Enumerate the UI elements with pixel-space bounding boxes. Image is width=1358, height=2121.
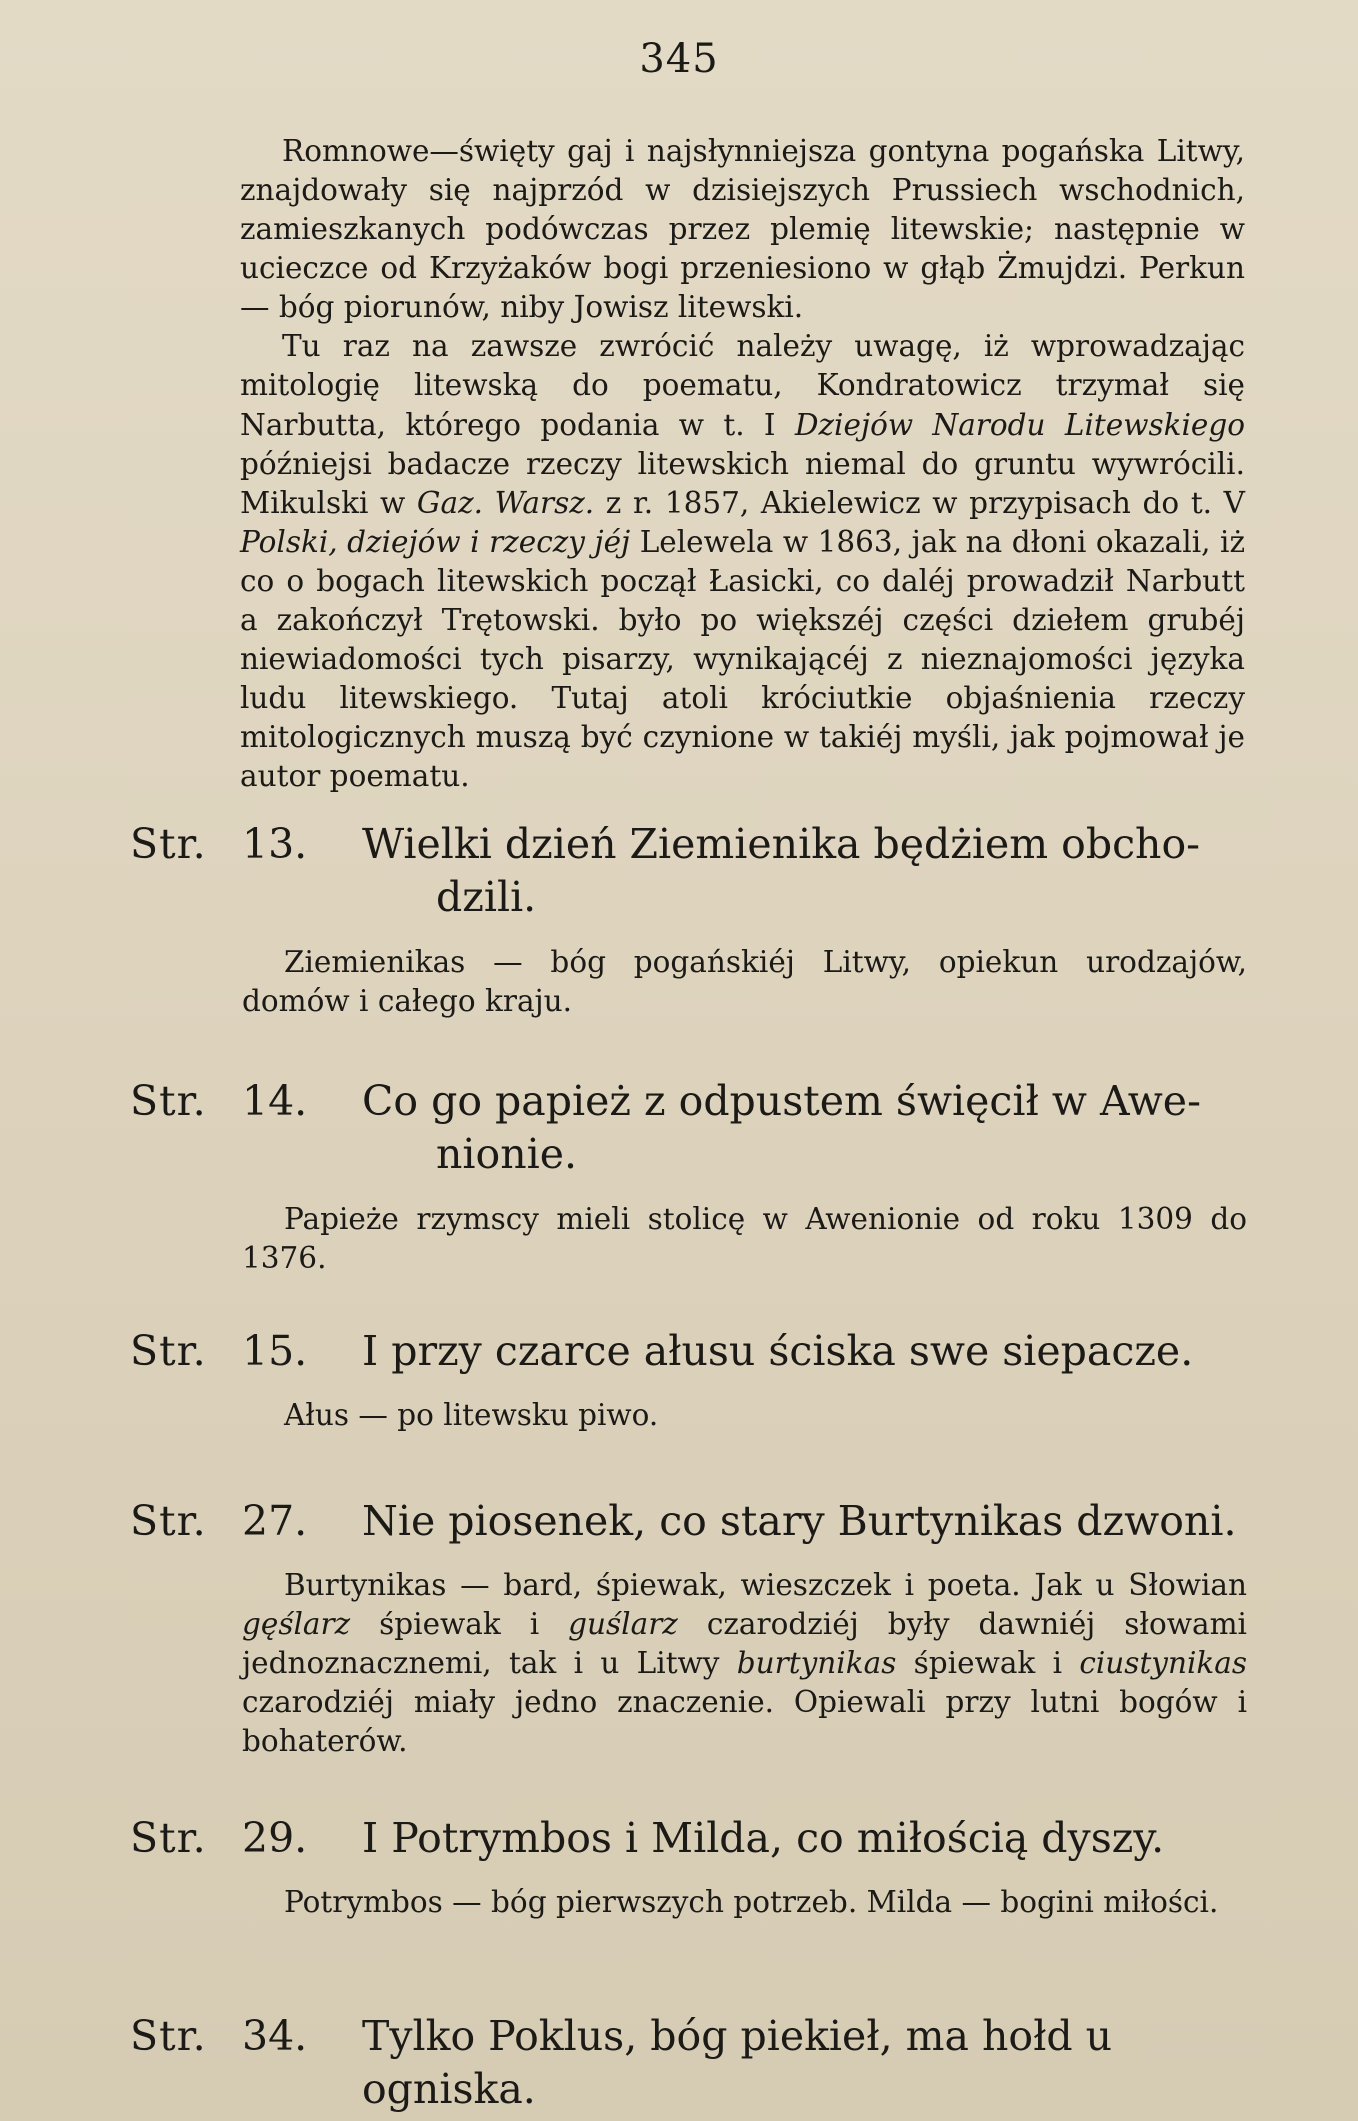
verse-line: Wielki dzień Ziemienika będżiem obcho- — [362, 820, 1200, 868]
verse-citation — [130, 818, 1250, 925]
note-segment-italic: guślarz — [568, 1607, 678, 1642]
page-ref-number: 14. — [242, 1077, 308, 1125]
note-segment: czarodziéj miały jedno znaczenie. Opiewali przy lutni bogów i bohaterów. — [242, 1685, 1247, 1759]
page-ref-number: 29. — [242, 1814, 308, 1862]
intro-paragraph — [240, 327, 1245, 796]
str-label: Str. — [130, 1814, 207, 1862]
verse-line: Tylko Poklus, bóg piekieł, ma hołd u ogniska. — [362, 2012, 1113, 2114]
verse-text — [362, 1325, 1250, 1378]
verse-citation — [130, 1495, 1250, 1548]
note-segment-italic: gęślarz — [242, 1607, 351, 1642]
note-segment: Burtynikas — bard, śpiewak, wieszczek i poeta. Jak u Słowian — [284, 1568, 1247, 1603]
page-ref-number: 27. — [242, 1497, 308, 1545]
verse-citation — [130, 1075, 1250, 1182]
intro-segment: z r. 1857, Akielewicz w przypisach do t. V — [594, 485, 1245, 520]
verse-line: I Potrymbos i Milda, co miłością dyszy. — [362, 1814, 1165, 1862]
verse-entry — [130, 1812, 1250, 1922]
intro-text — [240, 132, 1245, 796]
page-ref-number: 34. — [242, 2012, 308, 2060]
page-ref-number: 13. — [242, 820, 308, 868]
verse-line: dzili. — [436, 873, 537, 922]
str-label: Str. — [130, 1497, 207, 1545]
verse-entry — [130, 1075, 1250, 1277]
verse-text — [362, 2010, 1250, 2117]
verse-line: I przy czarce ałusu ściska swe siepacze. — [362, 1327, 1194, 1375]
str-label: Str. — [130, 820, 207, 868]
note-segment-italic: burtynikas — [736, 1646, 897, 1681]
verse-line: Nie piosenek, co stary Burtynikas dzwoni. — [362, 1497, 1237, 1545]
intro-paragraph — [240, 132, 1245, 327]
verse-citation — [130, 2010, 1250, 2117]
str-label: Str. — [130, 2012, 207, 2060]
str-label: Str. — [130, 1077, 207, 1125]
verse-text — [362, 1812, 1250, 1865]
page-number: 345 — [639, 36, 719, 82]
verse-entry — [130, 1495, 1250, 1761]
intro-segment: Lelewela w 1863, jak na dłoni okazali, iż co o bogach litewskich począł Łasicki, co daléj prowadził Narbutt a zakończył Trętowski. było po większéj części dziełem grubéj niewiadomości tych pisarzy, wynikającéj z nieznajomości języka ludu litewskiego. Tutaj atoli króciutkie objaśnienia rzeczy mitologicznych muszą być czynione w takiéj myśli, jak pojmował je autor poematu. — [240, 524, 1245, 794]
note-segment: śpiewak i — [896, 1646, 1080, 1681]
verse-line: Co go papież z odpustem święcił w Awe- — [362, 1077, 1201, 1125]
intro-segment: Tu raz na zawsze zwrócić należy uwagę, iż wprowadzając mitologię litewską do poematu, Kondratowicz trzymał się Narbutta, którego podania w t. I — [240, 329, 1245, 442]
verse-line: nionie. — [436, 1130, 578, 1179]
intro-segment-italic: Gaz. Warsz. — [416, 485, 595, 520]
note-segment: Papieże rzymscy mieli stolicę w Awenionie od roku 1309 do 1376. — [242, 1201, 1247, 1275]
note-segment: Ałus — po litewsku piwo. — [284, 1398, 659, 1433]
note-segment: śpiewak i — [350, 1607, 569, 1642]
note-segment: Ziemienikas — bóg pogańskiéj Litwy, opiekun urodzajów, domów i całego kraju. — [242, 944, 1247, 1018]
entry-note — [242, 943, 1247, 1021]
verse-citation — [130, 1812, 1250, 1865]
intro-segment: Romnowe—święty gaj i najsłynniejsza gontyna pogańska Litwy, znajdowały się najprzód w dzisiejszych Prussiech wschodnich, zamieszkanych podówczas przez plemię litewskie; następnie w ucieczce od Krzyżaków bogi przeniesiono w głąb Żmujdzi. Perkun — bóg piorunów, niby Jowisz litewski. — [240, 134, 1245, 325]
entry-note — [242, 1883, 1247, 1922]
verse-entry — [130, 818, 1250, 1020]
intro-segment-italic: Polski, dziejów i rzeczy jéj — [240, 524, 631, 559]
entry-note — [242, 1566, 1247, 1761]
note-segment: czarodziéj były dawniéj słowami jednoznacznemi, tak i u Litwy — [242, 1607, 1247, 1681]
verse-text — [362, 818, 1250, 925]
str-label: Str. — [130, 1327, 207, 1375]
page-ref-number: 15. — [242, 1327, 308, 1375]
entry-note — [242, 1200, 1247, 1278]
intro-segment-italic: Dziejów Narodu Litewskiego — [794, 407, 1245, 442]
note-segment: Potrymbos — bóg pierwszych potrzeb. Milda — bogini miłości. — [284, 1885, 1219, 1920]
intro-segment: późniejsi badacze rzeczy litewskich niemal do gruntu wywrócili. Mikulski w — [240, 446, 1245, 520]
verse-entry — [130, 1325, 1250, 1435]
entry-note — [242, 1396, 1247, 1435]
note-segment-italic: ciustynikas — [1079, 1646, 1247, 1681]
verse-text — [362, 1495, 1250, 1548]
verse-citation — [130, 1325, 1250, 1378]
verse-entry — [130, 2010, 1250, 2117]
verse-text — [362, 1075, 1250, 1182]
